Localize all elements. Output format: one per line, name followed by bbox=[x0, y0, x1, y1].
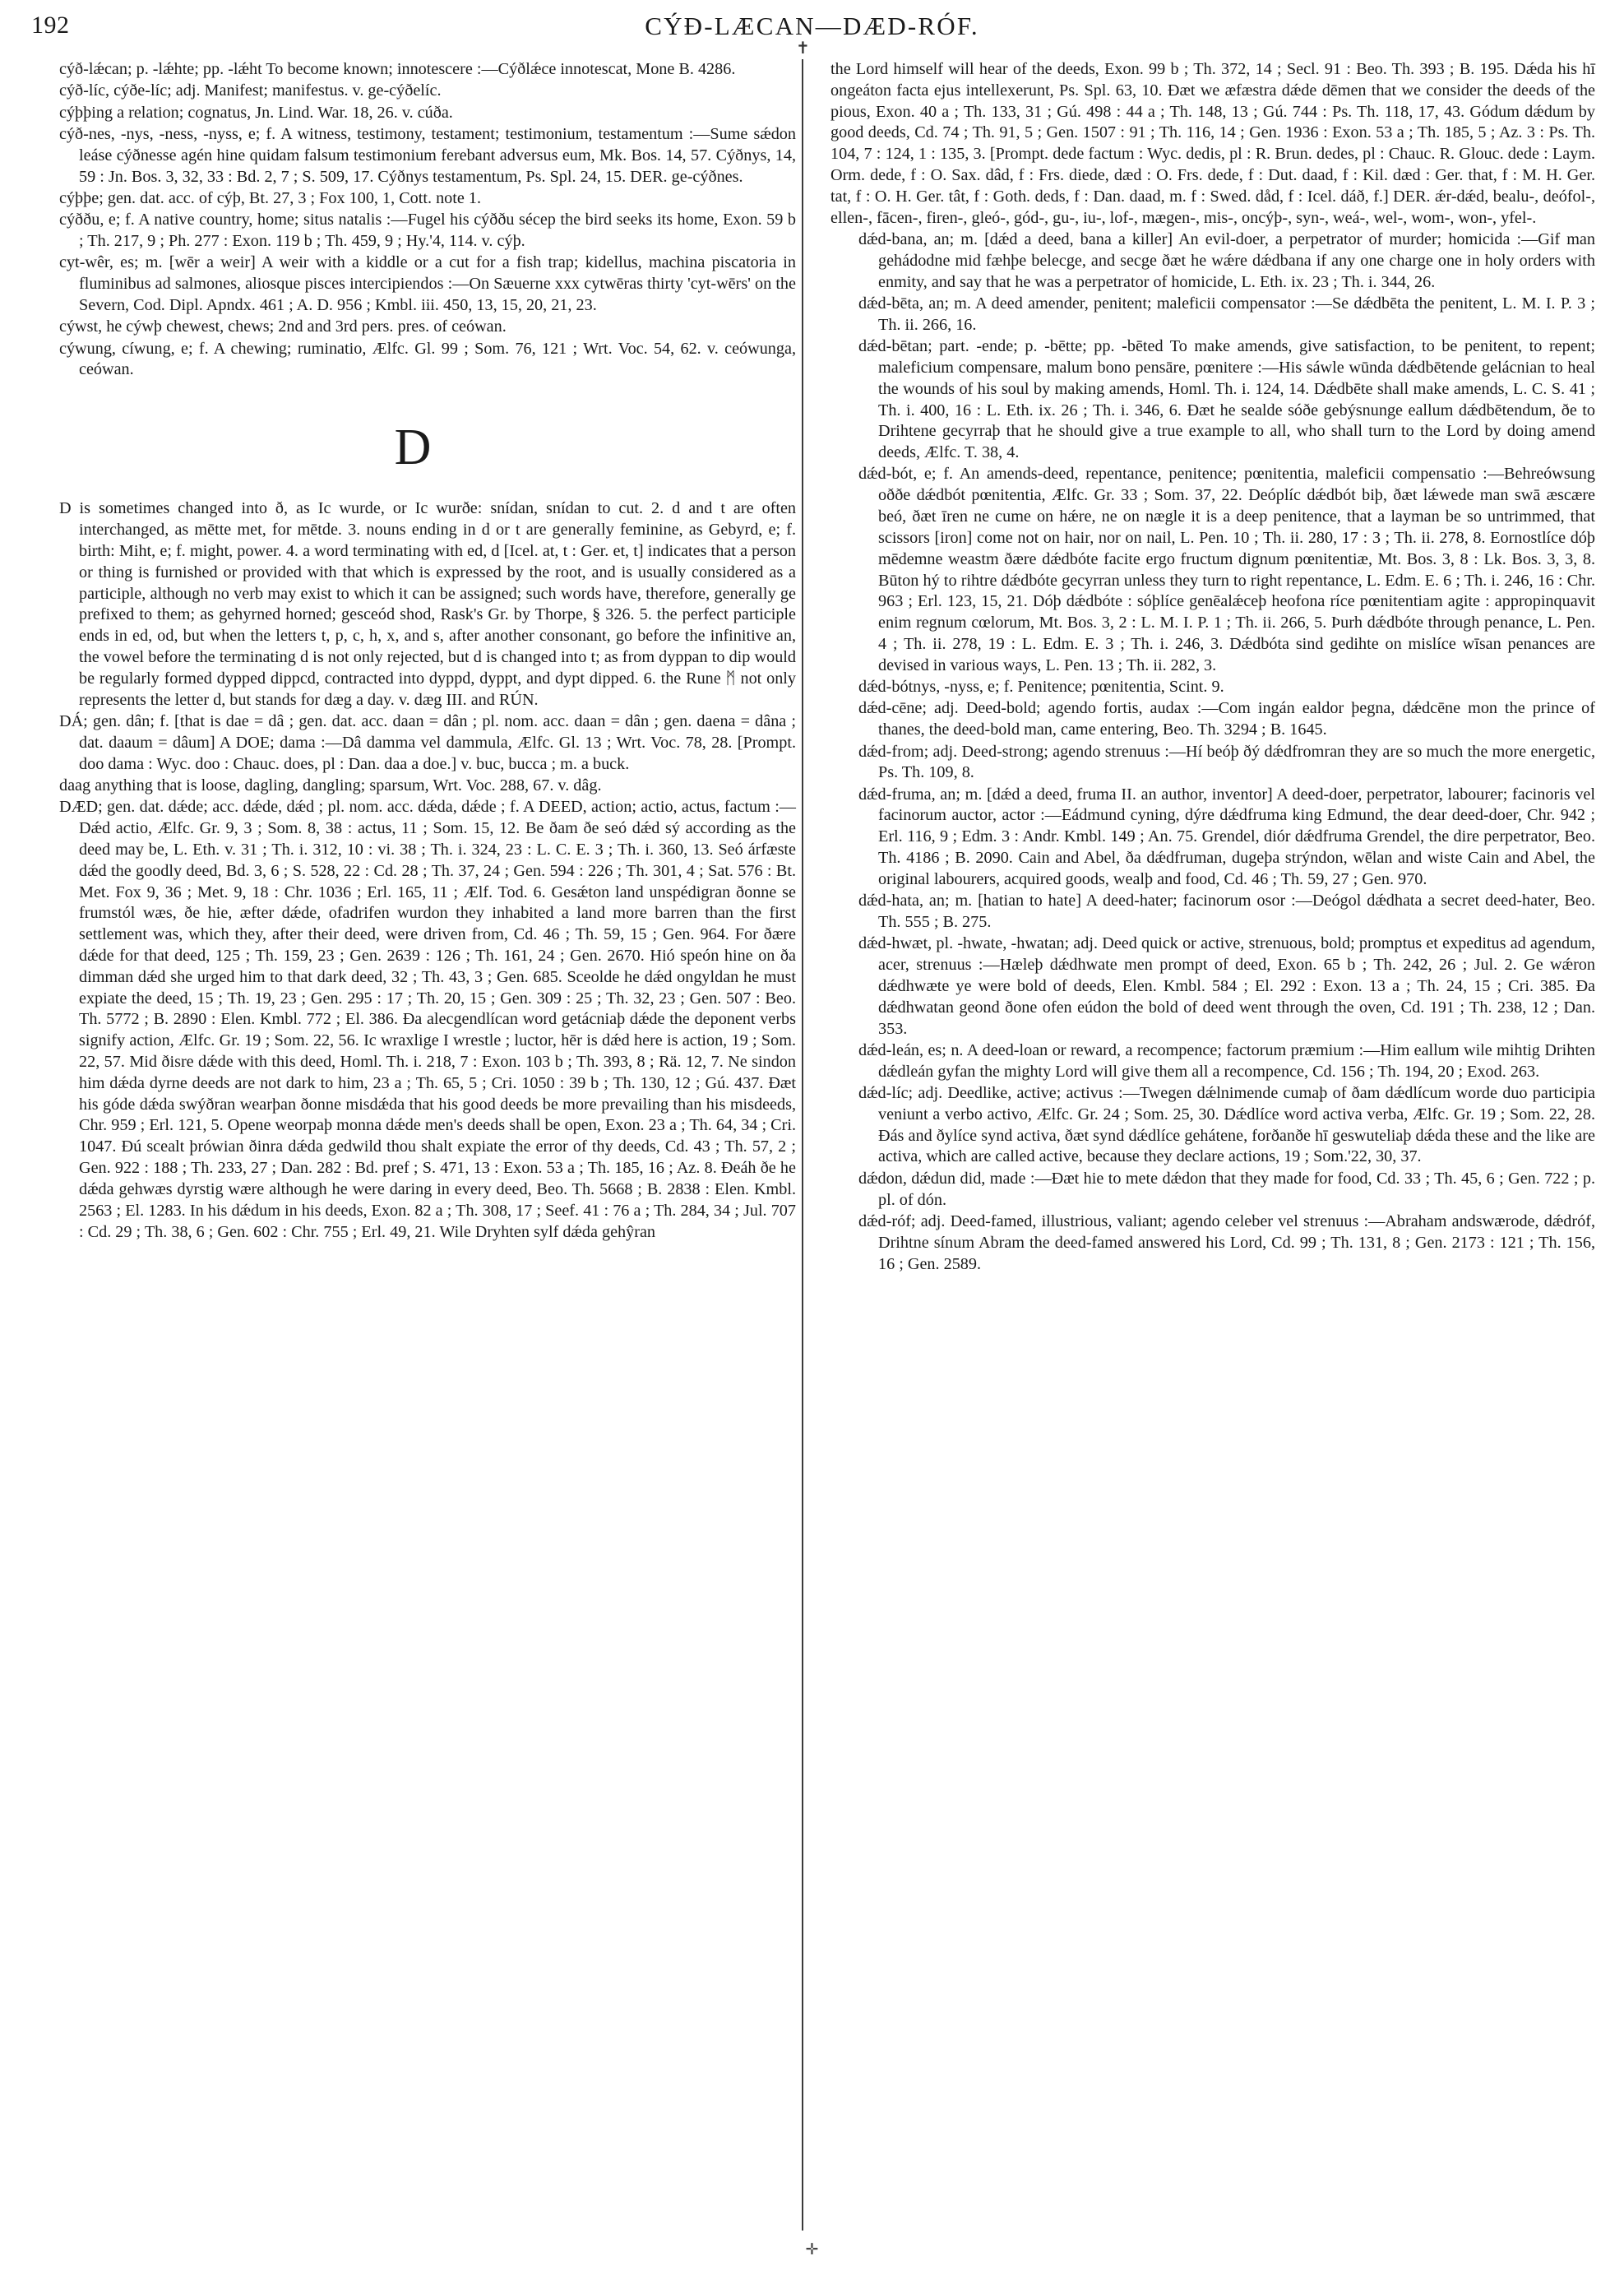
columns-container bbox=[0, 59, 1624, 2247]
page-signature-mark: ✛ bbox=[805, 2241, 819, 2258]
page-header bbox=[0, 12, 1624, 49]
dictionary-entry: dǽd-hata, an; m. [hatian to hate] A deed-hater; facinorum osor :—Deógol dǽdhata a secret deed-hater, Beo. Th. 555 ; B. 275. bbox=[858, 892, 1595, 931]
dictionary-entry: cýþþing a relation; cognatus, Jn. Lind. War. 18, 26. v. cúða. bbox=[59, 103, 453, 122]
dictionary-entry: cýwung, cíwung, e; f. A chewing; ruminatio, Ælfc. Gl. 99 ; Som. 76, 121 ; Wrt. Voc. 54, 62. v. ceówunga, ceówan. bbox=[59, 339, 796, 379]
dictionary-entry: dǽd-bót, e; f. An amends-deed, repentance, penitence; pœnitentia, maleficii compensatio :—Behreówsung oððe dǽdbót pœnitentia, Ælfc. Gr. 33 ; Som. 37, 22. Deóplíc dǽdbót biþ, ðæt lǽwede man swā æscære beó, ðæt īren ne cume on hǽre, ne on nægle it is a deep penitence, that a layman be so untrimmed, that scissors [iron] come not on hair, nor on nail, L. Pen. 10 ; Th. ii. 280, 17 : 3 ; Th. ii. 278, 8. Eornostlíce dóþ mēdemne weastm ðære dǽdbóte facite ergo fructum dignum pœnitentiæ, Mt. Bos. 3, 8 : Lk. Bos. 3, 3, 8. Būton hý to rihtre dǽdbóte gecyrran unless they turn to right repentance, L. Edm. E. 6 ; Th. i. 246, 16 : Chr. 963 ; Erl. 123, 15, 21. Dóþ dǽdbóte : sóþlíce genēalǽceþ heofona ríce pœnitentiam agite : appropinquavit enim regnum cœlorum, Mt. Bos. 3, 2 : L. M. I. P. 1 ; Th. ii. 266, 5. Þurh dǽdbóte through penance, L. Pen. 4 ; Th. ii. 278, 19 : L. Edm. E. 3 ; Th. i. 246, 3. Dǽdbóta sind gedihte on mislíce wīsan penances are devised in various ways, L. Pen. 13 ; Th. ii. 282, 3. bbox=[858, 465, 1595, 674]
dictionary-entry: dǽd-bētan; part. -ende; p. -bētte; pp. -bēted To make amends, give satisfaction, to be penitent, to repent; maleficium compensare, malum bono pensāre, pœnitere :—His sáwle wūnda dǽdbētende gelácnian to heal the wounds of his soul by making amends, Homl. Th. i. 124, 14. Dǽdbēte shall make amends, L. C. S. 41 ; Th. i. 400, 16 : L. Eth. ix. 26 ; Th. i. 346, 6. Ðæt he sealde sóðe gebýsnunge eallum dǽdbētendum, ðe to Drihtene gecyrraþ that he should give a true example to all, who shall turn to the Lord by doing amend deeds, Ælfc. T. 38, 4. bbox=[858, 337, 1595, 462]
dictionary-entry: dǽd-bana, an; m. [dǽd a deed, bana a killer] An evil-doer, a perpetrator of murder; homicida :—Gif man gehádodne mid fæhþe belecge, and secge ðæt he wǽre dǽdbana if any one charge one in holy orders with enmity, and say that he was a perpetrator of homicide, L. Eth. ix. 23 ; Th. i. 344, 26. bbox=[858, 230, 1595, 291]
dictionary-entry: dǽd-bēta, an; m. A deed amender, penitent; maleficii compensator :—Se dǽdbēta the penitent, L. M. I. P. 3 ; Th. ii. 266, 16. bbox=[858, 294, 1595, 334]
dictionary-entry: daag anything that is loose, dagling, dangling; sparsum, Wrt. Voc. 288, 67. v. dâg. bbox=[59, 776, 602, 794]
continued-entry: the Lord himself will hear of the deeds, Exon. 99 b ; Th. 372, 14 ; Secl. 91 : Beo. Th. 393 ; B. 195. Dǽda his hī ongeáton facta ejus intellexerunt, Ps. Spl. 63, 10. Ðæt we æfæstra dǽde dēmen that we consider the deeds of the pious, Exon. 40 a ; Th. 133, 31 ; Gú. 498 : 44 a ; Th. 148, 13 ; Gú. 744 : Ps. Th. 118, 17, 43. Gódum dǽdum by good deeds, Cd. 74 ; Th. 91, 5 ; Gen. 1507 : 91 ; Th. 116, 14 ; Gen. 1936 : Exon. 53 a ; Th. 185, 5 ; Az. 3 : Ps. Th. 104, 7 : 124, 1 : 135, 3. [Prompt. dede factum : Wyc. dedis, pl : R. Brun. dedes, pl : Chauc. R. Glouc. dede : Laym. Orm. dede, f : O. Sax. dâd, f : Frs. diede, dæd : O. Frs. dede, f : Dut. daad, f : Kil. dæd : Ger. that, f : M. H. Ger. tat, f : O. H. Ger. tât, f : Goth. deds, f : Dan. daad, m. f : Swed. dåd, f : Icel. dáð, f.] DER. ǽr-dǽd, bealu-, deófol-, ellen-, fācen-, firen-, gleó-, gód-, gu-, iu-, lof-, mægen-, mis-, oncýþ-, syn-, weá-, wel-, wom-, won-, yfel-. bbox=[831, 60, 1595, 227]
dictionary-entry: cýððu, e; f. A native country, home; situs natalis :—Fugel his cýððu sécep the bird seeks its home, Exon. 59 b ; Th. 217, 9 ; Ph. 277 : Exon. 119 b ; Th. 459, 9 ; Hy.'4, 114. v. cýþ. bbox=[59, 211, 796, 250]
dictionary-entry: dǽd-from; adj. Deed-strong; agendo strenuus :—Hí beóþ ðý dǽdfromran they are so much the more energetic, Ps. Th. 109, 8. bbox=[858, 742, 1595, 782]
dictionary-entry: cýð-lǽcan; p. -lǽhte; pp. -lǽht To become known; innotescere :—Cýðlǽce innotescat, Mone B. 4286. bbox=[59, 60, 736, 78]
dictionary-entry: DÆD; gen. dat. dǽde; acc. dǽde, dǽd ; pl. nom. acc. dǽda, dǽde ; f. A DEED, action; actio, actus, factum :—Dǽd actio, Ælfc. Gr. 9, 3 ; Som. 8, 38 : actus, 11 ; Som. 15, 12. Be ðam ðe seó dǽd sý according as the deed may be, L. Eth. v. 31 ; Th. i. 312, 10 : vi. 38 ; Th. i. 324, 23 : L. C. E. 3 ; Th. i. 360, 13. Seó árfæste dǽd the goodly deed, Bd. 3, 6 ; S. 528, 22 : Cd. 28 ; Th. 37, 24 ; Gen. 594 : 226 ; Th. 301, 4 ; Sat. 576 : Bt. Met. Fox 9, 36 ; Met. 9, 18 : Chr. 1036 ; Erl. 165, 11 ; Ælf. Tod. 6. Gesǽton land unspédigran ðonne se frumstól wæs, ðe hie, æfter dǽde, ofadrifen wurdon they inhabited a land more barren than the first settlement was, which they, after their deed, were driven from, Cd. 46 ; Th. 59, 15 ; Gen. 964. For ðære dǽde for that deed, 125 ; Th. 159, 23 ; Gen. 2639 : 126 ; Th. 161, 24 ; Gen. 2670. Hió speón hine on ða dimman dǽd she urged him to that dark deed, 32 ; Th. 43, 3 ; Gen. 685. Sceolde he dǽd ongyldan he must expiate the deed, 15 ; Th. 19, 23 ; Gen. 295 : 17 ; Th. 20, 15 ; Gen. 309 : 25 ; Th. 32, 23 ; Gen. 507 : Beo. Th. 5772 ; B. 2890 : Elen. Kmbl. 772 ; El. 386. Ða alecgendlícan word getácniaþ dǽde the deponent verbs signify action, Ælfc. Gr. 19 ; Som. 22, 56. Ic wraxlige I wrestle ; luctor, hēr is dǽd here is action, 19 ; Som. 22, 57. Mid ðisre dǽde with this deed, Homl. Th. i. 218, 7 : Exon. 103 b ; Th. 393, 8 ; Rä. 12, 7. Ne sindon him dǽda dyrne deeds are not dark to him, 23 a ; Th. 65, 5 ; Cri. 1050 : 39 b ; Th. 130, 12 ; Gú. 437. Ðæt his góde dǽda swýðran wearþan ðonne misdǽda that his good deeds be more prevailing than his misdeeds, Chr. 959 ; Erl. 121, 5. Opene weorpaþ monna dǽde men's deeds shall be open, Exon. 23 a ; Th. 64, 34 ; Cri. 1047. Ðú scealt þrówian ðinra dǽda gedwild thou shalt expiate the error of thy deeds, Cd. 43 ; Th. 57, 2 ; Gen. 922 : 188 ; Th. 233, 27 ; Dan. 282 : Bd. pref ; S. 471, 13 : Exon. 53 a ; Th. 185, 16 ; Az. 8. Ðeáh ðe he dǽda gehwæs dyrstig wære although he were daring in every deed, Beo. Th. 5668 ; B. 2838 : Elen. Kmbl. 2563 ; El. 1283. In his dǽdum in his deeds, Exon. 82 a ; Th. 308, 17 ; Seef. 41 : 76 a ; Th. 284, 34 ; Jul. 707 : Cd. 29 ; Th. 38, 6 ; Gen. 602 : Chr. 755 ; Erl. 49, 21. Wile Dryhten sylf dǽda gehŷran bbox=[59, 798, 796, 1241]
letter-section-heading: D bbox=[394, 419, 433, 476]
dictionary-entry: DÁ; gen. dân; f. [that is dae = dâ ; gen. dat. acc. daan = dân ; pl. nom. acc. daan = dân ; gen. daena = dâna ; dat. daaum = dâum] A DOE; dama :—Dâ damma vel dammula, Ælfc. Gl. 13 ; Wrt. Voc. 78, 28. [Prompt. doo dama : Wyc. doo : Chauc. does, pl : Dan. daa a doe.] v. buc, bucca ; m. a buck. bbox=[59, 712, 796, 773]
column-dagger-mark: ✝ bbox=[796, 39, 810, 58]
dictionary-entry: cýð-líc, cýðe-líc; adj. Manifest; manifestus. v. ge-cýðelíc. bbox=[59, 81, 442, 100]
dictionary-entry: cýþþe; gen. dat. acc. of cýþ, Bt. 27, 3 ; Fox 100, 1, Cott. note 1. bbox=[59, 188, 482, 207]
left-column bbox=[31, 59, 796, 1244]
letter-d-article: D is sometimes changed into ð, as Ic wurde, or Ic wurðe: snídan, snídan to cut. 2. d and t are often interchanged, as mētte met, for mētde. 3. nouns ending in d or t are generally feminine, as Gebyrd, e; f. birth: Miht, e; f. might, power. 4. a word terminating with ed, d [Icel. at, t : Ger. et, t] indicates that a person or thing is furnished or provided with that which is expressed by the root, and is usually considered as a participle, although no verb may exist to which it can be assigned; such words have, therefore, generally ge prefixed to them; as gehyrned horned; gesceód shod, Rask's Gr. by Thorpe, § 326. 5. the perfect participle ends in ed, od, but when the letters t, p, c, h, x, and s, after another consonant, go before the infinitive an, the vowel before the terminating d is not only rejected, but d is changed into t; as from dyppan to dip would be regularly formed dypped dippcd, contracted into dyppd, dyppt, and dypt dipped. 6. the Rune ᛗ not only represents the letter d, but stands for dæg a day. v. dæg III. and RÚN. bbox=[59, 499, 796, 709]
folio-number: 192 bbox=[31, 12, 70, 39]
dictionary-entry: cýwst, he cýwþ chewest, chews; 2nd and 3rd pers. pres. of ceówan. bbox=[59, 317, 507, 336]
dictionary-entry: dǽd-bótnys, -nyss, e; f. Penitence; pœnitentia, Scint. 9. bbox=[858, 678, 1224, 697]
dictionary-entry: dǽd-leán, es; n. A deed-loan or reward, a recompence; factorum præmium :—Him eallum wile mihtig Drihten dǽdleán gyfan the mighty Lord will give them all a recompence, Cd. 156 ; Th. 194, 20 ; Exod. 263. bbox=[858, 1040, 1595, 1081]
running-head: CÝÐ-LÆCAN—DÆD-RÓF. bbox=[645, 12, 979, 40]
dictionary-entry: dǽd-róf; adj. Deed-famed, illustrious, valiant; agendo celeber vel strenuus :—Abraham andswærode, dǽdróf, Drihtne sínum Abram the deed-famed answered his Lord, Cd. 99 ; Th. 131, 8 ; Gen. 2173 : 121 ; Th. 156, 16 ; Gen. 2589. bbox=[858, 1211, 1595, 1273]
dictionary-entry: dǽd-cēne; adj. Deed-bold; agendo fortis, audax :—Com ingán ealdor þegna, dǽdcēne mon the prince of thanes, the deed-bold man, came entering, Beo. Th. 3294 ; B. 1645. bbox=[858, 699, 1595, 739]
dictionary-entry: dǽd-líc; adj. Deedlike, active; activus :—Twegen dǽlnimende cumaþ of ðam dǽdlícum worde duo participia veniunt a verbo activo, Ælfc. Gr. 24 ; Som. 25, 30. Dǽdlíce word activa verba, Ælfc. Gr. 19 ; Som. 22, 28. Ðás and ðylíce synd activa, ðæt synd dǽdlíce gehátene, forðanðe hī geswuteliaþ dǽda these and the like are activa, which are called active, because they declare actions, 19 ; Som.'22, 30, 37. bbox=[858, 1084, 1595, 1166]
dictionary-entry: cyt-wêr, es; m. [wēr a weir] A weir with a kiddle or a cut for a fish trap; kidellus, machina piscatoria in fluminibus ad salmones, aliosque pisces intercipiendos :—On Sæuerne xxx cytwēras thirty 'cyt-wērs' on the Severn, Cod. Dipl. Apndx. 461 ; A. D. 956 ; Kmbl. iii. 450, 13, 15, 20, 21, 23. bbox=[59, 253, 796, 314]
dictionary-entry: dǽd-hwæt, pl. -hwate, -hwatan; adj. Deed quick or active, strenuous, bold; promptus et expeditus ad agendum, acer, strenuus :—Hæleþ dǽdhwate men prompt of deed, Exon. 65 b ; Th. 242, 26 ; Jul. 2. Ge wǽron dǽdhwæte ye were bold of deeds, Elen. Kmbl. 584 ; El. 292 : Exon. 13 a ; Th. 24, 15 ; Cri. 385. Ða dǽdhwatan geond ðone ofen eúdon the bold of deed went through the oven, Cd. 191 ; Th. 238, 12 ; Dan. 353. bbox=[858, 934, 1595, 1038]
right-column bbox=[831, 59, 1595, 1276]
dictionary-entry: dǽdon, dǽdun did, made :—Ðæt hie to mete dǽdon that they made for food, Cd. 33 ; Th. 45, 6 ; Gen. 722 ; p. pl. of dón. bbox=[858, 1169, 1595, 1209]
dictionary-entry: cýð-nes, -nys, -ness, -nyss, e; f. A witness, testimony, testament; testimonium, testamentum :—Sume sǽdon leáse cýðnesse agén hine quidam falsum testimonium ferebant adversus eum, Mk. Bos. 14, 57. Cýðnys, 14, 59 : Jn. Bos. 3, 32, 33 : Bd. 2, 7 ; S. 509, 17. Cýðnys testamentum, Ps. Spl. 24, 15. DER. ge-cýðnes. bbox=[59, 124, 796, 186]
dictionary-entry: dǽd-fruma, an; m. [dǽd a deed, fruma II. an author, inventor] A deed-doer, perpetrator, labourer; facinoris vel facinorum auctor, actor :—Eádmund cyning, dýre dǽdfruma king Edmund, the dear deed-doer, Chr. 942 ; Erl. 116, 9 ; Edm. 3 : Andr. Kmbl. 149 ; An. 75. Grendel, diór dǽdfruma Grendel, the dire perpetrator, Beo. Th. 4186 ; B. 2090. Cain and Abel, ða dǽdfruman, dugeþa strýndon, wēlan and wiste Cain and Abel, the original labourers, acquired goods, wealþ and food, Cd. 46 ; Th. 59, 27 ; Gen. 970. bbox=[858, 785, 1595, 888]
